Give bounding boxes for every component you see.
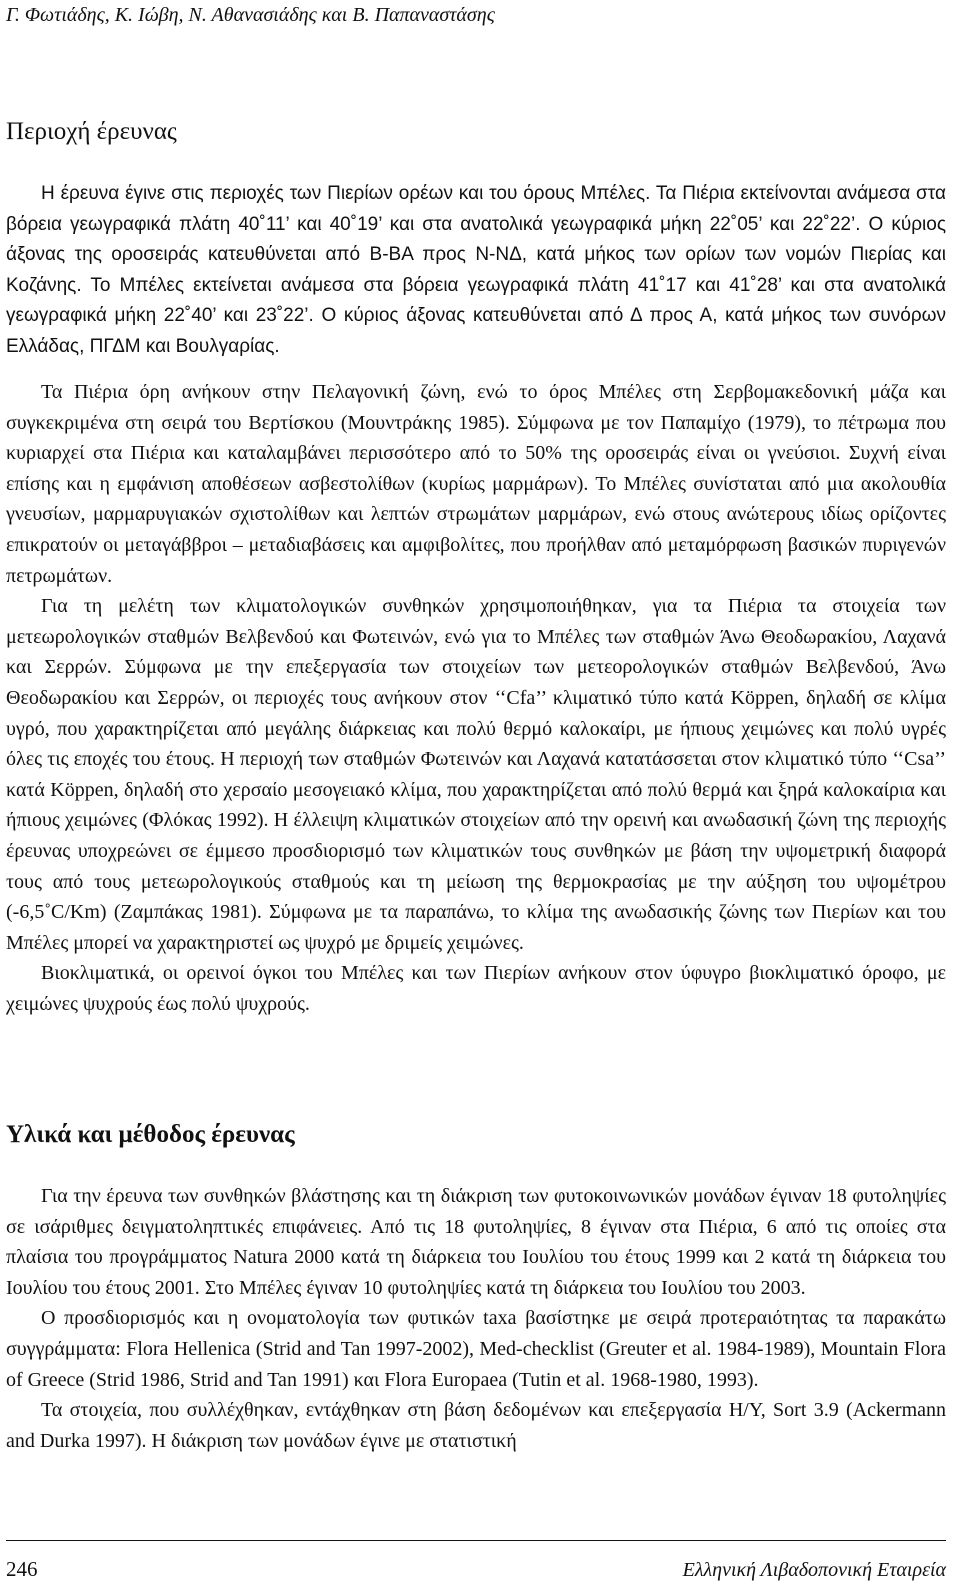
paragraph: Ο προσδιορισμός και η ονοματολογία των φυτικών taxa βασίστηκε με σειρά προτεραιότητας τα παρακάτω συγγράμματα: Flora Hellenica (Strid and Tan 1997-2002), Med-checklist (Greuter et al. 1984-1989), Mountain Flora of Greece (Strid 1986, Strid and Tan 1991) και Flora Europaea (Tutin et al. 1968-1980, 1993).: [6, 1307, 946, 1391]
section-materials-methods-body: [6, 1181, 946, 1456]
paragraph: Βιοκλιματικά, οι ορεινοί όγκοι του Μπέλες και των Πιερίων ανήκουν στον ύφυγρο βιοκλιματικό όροφο, με χειμώνες ψυχρούς έως πολύ ψυχρούς.: [6, 962, 946, 1015]
paragraph: Τα Πιέρια όρη ανήκουν στην Πελαγονική ζώνη, ενώ το όρος Μπέλες στη Σερβομακεδονική μάζα και συγκεκριμένα στη σειρά του Βερτίσκου (Μουντράκης 1985). Σύμφωνα με τον Παπαμίχο (1979), το πέτρωμα που κυριαρχεί στα Πιέρια και καταλαμβάνει περισσότερο από το 50% της οροσειράς είναι οι γνεύσιοι. Συχνή είναι επίσης και η εμφάνιση αποθέσεων ασβεστολίθων (κυρίως μαρμάρων). Το Μπέλες συνίσταται από μια ακολουθία γνευσίων, μαρμαρυγιακών σχιστολίθων και λεπτών στρωμάτων μαρμάρων, ενώ στους ανώτερους ιδίως ορίζοντες επικρατούν οι μεταγάββροι – μεταδιαβάσεις και αμφιβολίτες, που προήλθαν από μεταμόρφωση βασικών πυριγενών πετρωμάτων.: [6, 381, 946, 587]
paragraph: Για την έρευνα των συνθηκών βλάστησης και τη διάκριση των φυτοκοινωνικών μονάδων έγιναν 18 φυτοληψίες σε ισάριθμες δειγματοληπτικές επιφάνειες. Από τις 18 φυτοληψίες, 8 έγιναν στα Πιέρια, 6 από τις οποίες στα πλαίσια του προγράμματος Natura 2000 κατά τη διάρκεια του Ιουλίου του έτους 1999 και 2 κατά τη διάρκεια του Ιουλίου του έτους 2001. Στο Μπέλες έγιναν 10 φυτοληψίες κατά τη διάρκεια του Ιουλίου του 2003.: [6, 1185, 946, 1299]
section-study-area-body: [6, 179, 946, 363]
footer-rule: [6, 1540, 946, 1541]
page-number: 246: [6, 1557, 38, 1581]
section-study-area-body-2: [6, 377, 946, 1019]
paragraph: Για τη μελέτη των κλιματολογικών συνθηκών χρησιμοποιήθηκαν, για τα Πιέρια τα στοιχεία των μετεωρολογικών σταθμών Βελβενδού και Φωτεινών, ενώ για το Μπέλες των σταθμών Άνω Θεοδωρακίου, Λαχανά και Σερρών. Σύμφωνα με την επεξεργασία των στοιχείων των μετεορολογικών σταθμών Βελβενδού, Άνω Θεοδωρακίου και Σερρών, οι περιοχές τους ανήκουν στον ‘‘Cfa’’ κλιματικό τύπο κατά Köppen, δηλαδή σε κλίμα υγρό, που χαρακτηρίζεται από μεγάλης διάρκειας και πολύ θερμό καλοκαίρι, με ήπιους χειμώνες και πολύ υγρές όλες τις εποχές του έτους. Η περιοχή των σταθμών Φωτεινών και Λαχανά κατατάσσεται στον κλιματικό τύπο ‘‘Csa’’ κατά Köppen, δηλαδή στο χερσαίο μεσογειακό κλίμα, που χαρακτηρίζεται από πολύ θερμά και ξηρά καλοκαίρια και ήπιους χειμώνες (Φλόκας 1992). Η έλλειψη κλιματικών στοιχείων από την ορεινή και ανωδασική ζώνη της περιοχής έρευνας υποχρεώνει σε έμμεσο προσδιορισμό των κλιματικών τους συνθηκών με βάση την υψομετρική διαφορά τους από τους μετεωρολογικούς σταθμούς και τη μείωση της θερμοκρασίας με την αύξηση του υψομέτρου (-6,5˚C/Km) (Ζαμπάκας 1981). Σύμφωνα με τα παραπάνω, το κλίμα της ανωδασικής ζώνης των Πιερίων και του Μπέλες μπορεί να χαρακτηριστεί ως ψυχρό με δριμείς χειμώνες.: [6, 595, 946, 954]
section-title-materials-methods: Υλικά και μέθοδος έρευνας: [6, 1121, 295, 1148]
journal-name: Ελληνική Λιβαδοπονική Εταιρεία: [682, 1559, 946, 1581]
running-header-authors: Γ. Φωτιάδης, Κ. Ιώβη, Ν. Αθανασιάδης και Β. Παπαναστάσης: [6, 4, 495, 26]
section-title-study-area: Περιοχή έρευνας: [6, 118, 177, 145]
paragraph: Η έρευνα έγινε στις περιοχές των Πιερίων ορέων και του όρους Μπέλες. Τα Πιέρια εκτείνονται ανάμεσα στα βόρεια γεωγραφικά πλάτη 40˚11’ και 40˚19’ και στα ανατολικά γεωγραφικά μήκη 22˚05’ και 22˚22’. Ο κύριος άξονας της οροσειράς κατευθύνεται από Β-ΒΑ προς Ν-ΝΔ, κατά μήκος των ορίων των νομών Πιερίας και Κοζάνης. Το Μπέλες εκτείνεται ανάμεσα στα βόρεια γεωγραφικά πλάτη 41˚17 και 41˚28’ και στα ανατολικά γεωγραφικά μήκη 22˚40’ και 23˚22’. Ο κύριος άξονας κατευθύνεται από Δ προς Α, κατά μήκος των συνόρων Ελλάδας, ΠΓΔΜ και Βουλγαρίας.: [6, 183, 946, 357]
paragraph: Τα στοιχεία, που συλλέχθηκαν, εντάχθηκαν στη βάση δεδομένων και επεξεργασία Η/Υ, Sort 3.9 (Ackermann and Durka 1997). Η διάκριση των μονάδων έγινε με στατιστική: [6, 1399, 946, 1452]
